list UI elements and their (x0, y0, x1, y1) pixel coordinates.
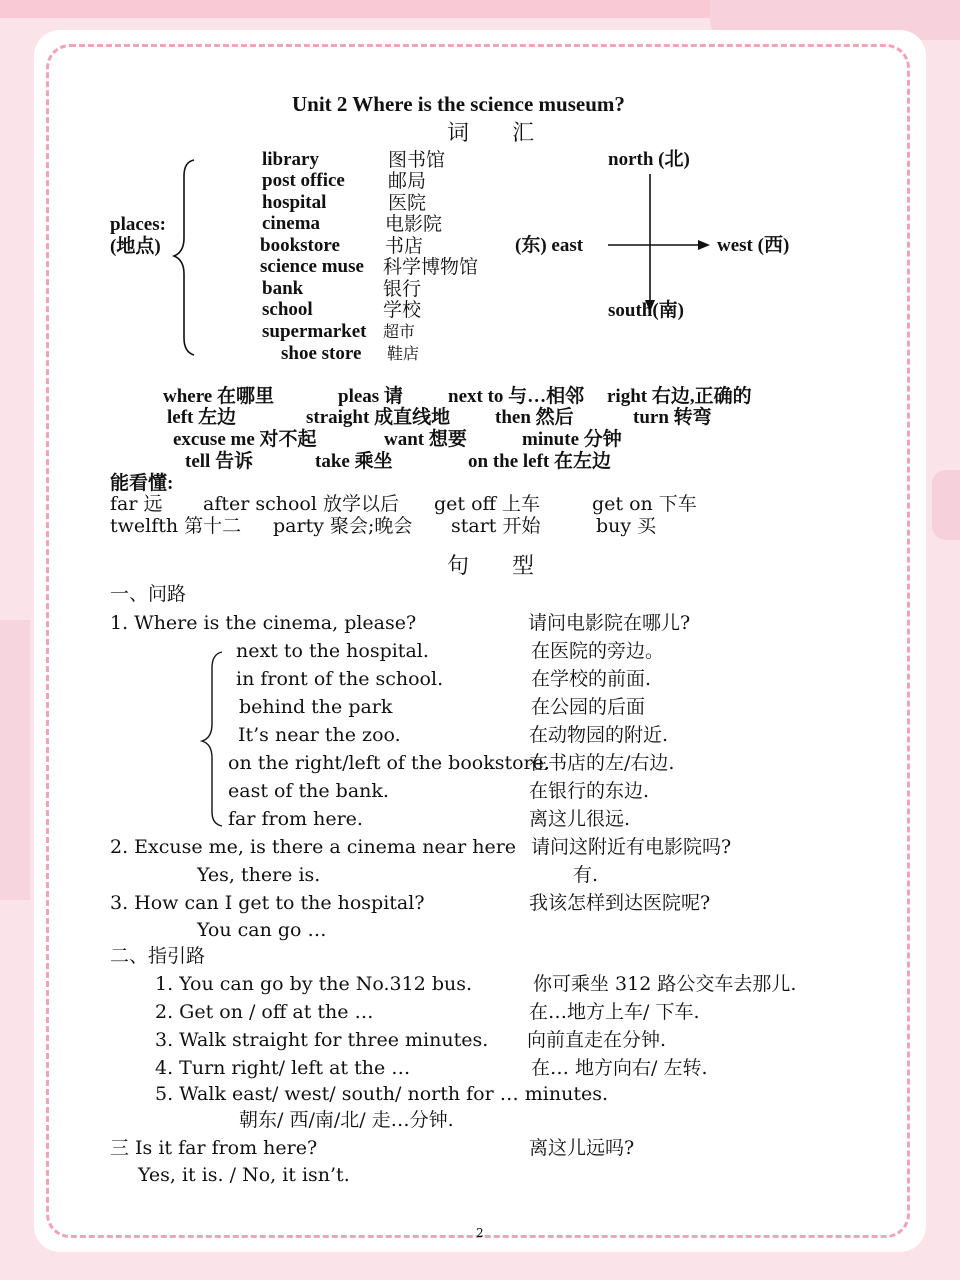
word-next-to: next to 与…相邻 (448, 386, 585, 407)
understand-party: party 聚会;晚会 (273, 515, 413, 537)
direction-item-cn: 你可乘坐 312 路公交车去那儿. (533, 973, 797, 995)
direction-item-en: 4. Turn right/ left at the … (155, 1057, 411, 1079)
understand-get-off: get off 上车 (434, 493, 541, 515)
direction-item-en: 3. Walk straight for three minutes. (155, 1029, 489, 1051)
answer-en: next to the hospital. (236, 640, 429, 662)
word-on-the-left: on the left 在左边 (468, 451, 612, 472)
answer-en: far from here. (228, 808, 363, 830)
understand-get-on: get on 下车 (592, 493, 697, 515)
place-cn: 科学博物馆 (383, 256, 479, 278)
place-en: supermarket (262, 321, 367, 342)
understand-start: start 开始 (451, 515, 541, 537)
compass-west: west (西) (717, 235, 790, 256)
direction-item-cn: 向前直走在分钟. (527, 1029, 667, 1051)
places-label: places: (110, 214, 166, 235)
direction-item5-cn: 朝东/ 西/南/北/ 走…分钟. (239, 1109, 454, 1131)
part3-question-cn: 离这儿远吗? (529, 1137, 635, 1159)
page-title: Unit 2 Where is the science museum? (292, 92, 625, 116)
place-cn: 超市 (383, 322, 416, 341)
understand-far: far 远 (110, 493, 163, 515)
part3-answer: Yes, it is. / No, it isn’t. (138, 1164, 350, 1186)
answer-en: east of the bank. (228, 780, 389, 802)
understand-buy: buy 买 (596, 515, 657, 537)
q2-en: 2. Excuse me, is there a cinema near here (110, 836, 517, 858)
direction-item-cn: 在… 地方向右/ 左转. (531, 1057, 708, 1079)
vocab-heading: 词 汇 (447, 121, 552, 146)
place-cn: 邮局 (388, 170, 427, 192)
word-minute: minute 分钟 (522, 429, 622, 450)
place-cn: 图书馆 (388, 149, 446, 171)
place-en: library (262, 149, 319, 170)
understand-after-school: after school 放学以后 (203, 493, 399, 515)
q3-en: 3. How can I get to the hospital? (110, 892, 425, 914)
word-left: left 左边 (167, 407, 237, 428)
place-en: cinema (262, 213, 321, 234)
direction-item-en: 5. Walk east/ west/ south/ north for … minutes. (155, 1083, 609, 1105)
q3-cn: 我该怎样到达医院呢? (529, 892, 711, 914)
q1-cn: 请问电影院在哪儿? (528, 612, 691, 634)
place-en: school (262, 299, 313, 320)
sentence-heading: 句 型 (447, 554, 552, 579)
place-cn: 电影院 (385, 213, 443, 235)
answer-en: It’s near the zoo. (238, 724, 401, 746)
place-cn: 银行 (383, 278, 422, 300)
compass-north: north (北) (608, 149, 690, 170)
answer-en: on the right/left of the bookstore. (228, 752, 550, 774)
answer-cn: 在医院的旁边。 (531, 640, 665, 662)
place-cn: 医院 (388, 192, 427, 214)
word-tell: tell 告诉 (185, 451, 254, 472)
place-en: science muse (260, 256, 364, 277)
q1-en: 1. Where is the cinema, please? (110, 612, 417, 634)
word-where: where 在哪里 (163, 386, 274, 407)
part3-question-en: 三 Is it far from here? (110, 1137, 318, 1159)
places-label-cn: (地点) (110, 236, 161, 257)
a3-en: You can go … (197, 919, 327, 941)
compass-east: (东) east (515, 235, 584, 256)
answer-cn: 在书店的左/右边. (529, 752, 675, 774)
direction-item-cn: 在…地方上车/ 下车. (529, 1001, 700, 1023)
direction-item-en: 2. Get on / off at the … (155, 1001, 374, 1023)
a2-en: Yes, there is. (197, 864, 321, 886)
answer-cn: 在学校的前面. (531, 668, 652, 690)
compass-arrow-west (698, 240, 710, 250)
q2-cn: 请问这附近有电影院吗? (531, 836, 732, 858)
place-cn: 学校 (383, 299, 422, 321)
answer-cn: 在公园的后面 (531, 696, 646, 718)
answer-cn: 在动物园的附近. (529, 724, 669, 746)
place-cn: 书店 (385, 235, 424, 257)
word-then: then 然后 (495, 407, 574, 428)
understand-twelfth: twelfth 第十二 (110, 515, 242, 537)
word-excuse-me: excuse me 对不起 (173, 429, 317, 450)
place-en: post office (262, 170, 345, 191)
compass-south: south(南) (608, 300, 685, 321)
place-en: bookstore (260, 235, 340, 256)
places-brace (174, 160, 194, 355)
answers-brace (202, 652, 222, 826)
word-want: want 想要 (384, 429, 467, 450)
answer-en: in front of the school. (236, 668, 444, 690)
direction-item-en: 1. You can go by the No.312 bus. (155, 973, 473, 995)
answer-en: behind the park (239, 696, 393, 718)
word-right: right 右边,正确的 (607, 386, 752, 407)
part1-heading: 一、问路 (110, 583, 187, 605)
word-straight: straight 成直线地 (306, 407, 451, 428)
answer-cn: 离这儿很远. (529, 808, 631, 830)
understand-label: 能看懂: (110, 473, 174, 494)
place-en: shoe store (281, 343, 362, 364)
page-number: 2 (476, 1226, 484, 1240)
answer-cn: 在银行的东边. (529, 780, 650, 802)
place-cn: 鞋店 (387, 344, 420, 363)
word-take: take 乘坐 (315, 451, 393, 472)
word-turn: turn 转弯 (633, 407, 712, 428)
place-en: bank (262, 278, 304, 299)
part2-heading: 二、指引路 (110, 945, 206, 967)
place-en: hospital (262, 192, 327, 213)
a2-cn: 有. (573, 864, 599, 886)
word-pleas: pleas 请 (338, 386, 403, 407)
